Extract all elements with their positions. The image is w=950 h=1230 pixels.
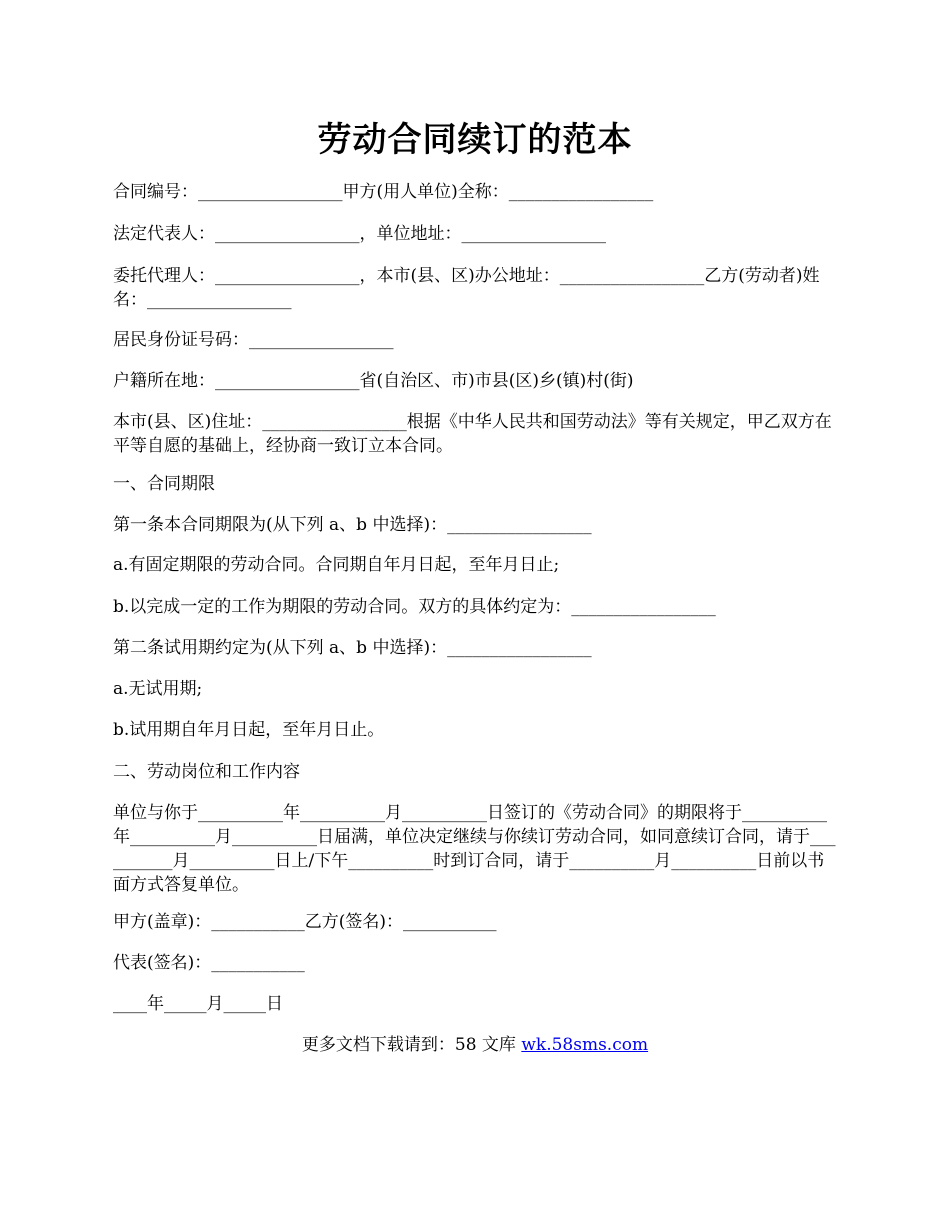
section-heading-contract-term: 一、合同期限 xyxy=(113,474,215,494)
paragraph-id-number: 居民身份证号码：_________________ xyxy=(113,330,394,350)
paragraph-representative-signature: 代表(签名)：___________ xyxy=(113,953,305,973)
footer-text: 更多文档下载请到：58 文库 xyxy=(301,1035,522,1055)
footer-link[interactable]: wk.58sms.com xyxy=(521,1035,649,1055)
paragraph-option-b-task-term: b.以完成一定的工作为期限的劳动合同。双方的具体约定为：_________________ xyxy=(113,597,716,617)
section-heading-job-position: 二、劳动岗位和工作内容 xyxy=(113,762,300,782)
paragraph-contract-number: 合同编号：_________________甲方(用人单位)全称：_________________ xyxy=(113,182,654,202)
paragraph-authorized-agent: 委托代理人：_________________，本市(县、区)办公地址：_________________乙方(劳动者)姓名：_________________ xyxy=(113,266,820,310)
paragraph-option-a-fixed-term: a.有固定期限的劳动合同。合同期自年月日起，至年月日止; xyxy=(113,555,560,575)
paragraph-legal-representative: 法定代表人：_________________，单位地址：_________________ xyxy=(113,224,606,244)
paragraph-article-two: 第二条试用期约定为(从下列 a、b 中选择)：_________________ xyxy=(113,638,592,658)
paragraph-option-a-no-probation: a.无试用期; xyxy=(113,679,203,699)
paragraph-option-b-probation: b.试用期自年月日起，至年月日止。 xyxy=(113,720,385,740)
paragraph-residence: 本市(县、区)住址：_________________根据《中华人民共和国劳动法》等有关规定，甲乙双方在平等自愿的基础上，经协商一致订立本合同。 xyxy=(113,412,832,456)
paragraph-household-registration: 户籍所在地：_________________省(自治区、市)市县(区)乡(镇)村(街) xyxy=(113,371,634,391)
footer xyxy=(0,1033,950,1057)
paragraph-renewal-notice: 单位与你于__________年__________月__________日签订的《劳动合同》的期限将于__________年__________月__________日届满，单位决定继续与你续订劳动合同，如同意续订合同，请于__________月__________日上/下午__________时到订合同，请于__________月__________日前以书面方式答复单位。 xyxy=(113,803,836,895)
document-title: 劳动合同续订的范本 xyxy=(317,120,633,160)
paragraph-article-one: 第一条本合同期限为(从下列 a、b 中选择)：_________________ xyxy=(113,515,592,535)
paragraph-date: ____年_____月_____日 xyxy=(113,994,283,1014)
paragraph-signatures: 甲方(盖章)：___________乙方(签名)：___________ xyxy=(113,912,497,932)
